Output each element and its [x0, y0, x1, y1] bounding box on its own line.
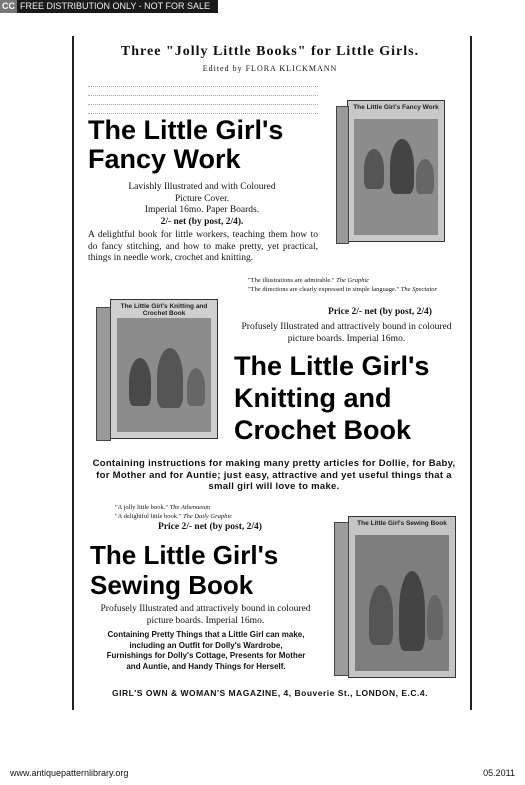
footer-website: www.antiquepatternlibrary.org — [10, 768, 129, 778]
editor-credit: Edited by FLORA KLICKMANN — [202, 64, 338, 73]
book3-quote1: "A jolly little book." — [115, 504, 168, 511]
book3-cover-title: The Little Girl's Sewing Book — [357, 520, 447, 527]
book3-quotes — [115, 503, 325, 521]
book1-description: A delightful book for little workers, teaching them how to do fancy stitching, and how to make pretty, yet practical, things in needle work, crochet and knitting. — [88, 230, 318, 263]
book2-title-line2: Knitting and — [234, 383, 392, 413]
book2-title-line3: Crochet Book — [234, 415, 412, 445]
license-text: FREE DISTRIBUTION ONLY - NOT FOR SALE — [20, 1, 211, 11]
publisher-line: GIRL'S OWN & WOMAN'S MAGAZINE, 4, Bouverie St., LONDON, E.C.4. — [111, 688, 429, 698]
book2-quote2: "The directions are clearly expressed in simple language." — [248, 286, 400, 293]
book2-title — [234, 350, 429, 446]
book3-quote2: "A delightful little book." — [115, 513, 182, 520]
book3-details: Profusely Illustrated and attractively bound in coloured picture boards. Imperial 16mo. — [100, 604, 311, 626]
book1-faint-intro — [88, 80, 318, 114]
book1-details-line2: Picture Cover. — [174, 193, 230, 204]
book1-title — [88, 116, 283, 174]
book1-cover-title: The Little Girl's Fancy Work — [353, 104, 439, 111]
book3-quote2-source: The Daily Graphic — [182, 513, 233, 520]
book2-details: Profusely Illustrated and attractively bound in coloured picture boards. Imperial 16mo. — [241, 322, 452, 344]
book2-quotes — [248, 276, 458, 294]
book3-title — [90, 540, 278, 600]
book1-cover-image — [333, 88, 448, 248]
book3-title-line2: Sewing Book — [90, 570, 254, 600]
book1-details-line3: Imperial 16mo. Paper Boards. — [144, 205, 260, 215]
book3-price: Price 2/- net (by post, 2/4) — [158, 522, 262, 532]
footer-date: 05.2011 — [483, 768, 515, 778]
book2-quote1: "The illustrations are admirable." — [248, 277, 335, 284]
book3-title-line1: The Little Girl's — [90, 540, 279, 570]
book2-price: Price 2/- net (by post, 2/4) — [328, 307, 432, 317]
cc-logo: CC — [2, 1, 15, 11]
book2-quote2-source: The Spectator — [400, 286, 438, 293]
book2-title-line1: The Little Girl's — [234, 351, 430, 381]
book2-description: Containing instructions for making many pretty articles for Dollie, for Baby, for Mother and for Auntie; just easy, attractive and yet useful things that a small girl will love to make. — [92, 458, 456, 492]
book1-title-line1: The Little Girl's — [88, 115, 284, 145]
book2-quote1-source: The Graphic — [336, 277, 370, 284]
book2-cover-title: The Little Girl's Knitting and Crochet Book — [120, 303, 208, 317]
license-banner — [0, 0, 218, 13]
advert-title: Three "Jolly Little Books" for Little Girls. — [120, 44, 420, 59]
book1-title-line2: Fancy Work — [88, 144, 241, 175]
book1-details — [92, 182, 312, 228]
book3-cover-image — [330, 500, 460, 680]
book1-details-line1: Lavishly Illustrated and with Coloured — [128, 182, 276, 192]
book3-quote1-source: The Athenaeum — [169, 504, 211, 511]
book1-price: 2/- net (by post, 2/4). — [160, 216, 244, 227]
book2-cover-image — [92, 285, 222, 443]
book3-description: Containing Pretty Things that a Little Girl can make, including an Outfit for Dolly's Wardrobe, Furnishings for Dolly's Cottage, Presents for Mother and Auntie, and Handy Things for Herself. — [106, 630, 306, 671]
